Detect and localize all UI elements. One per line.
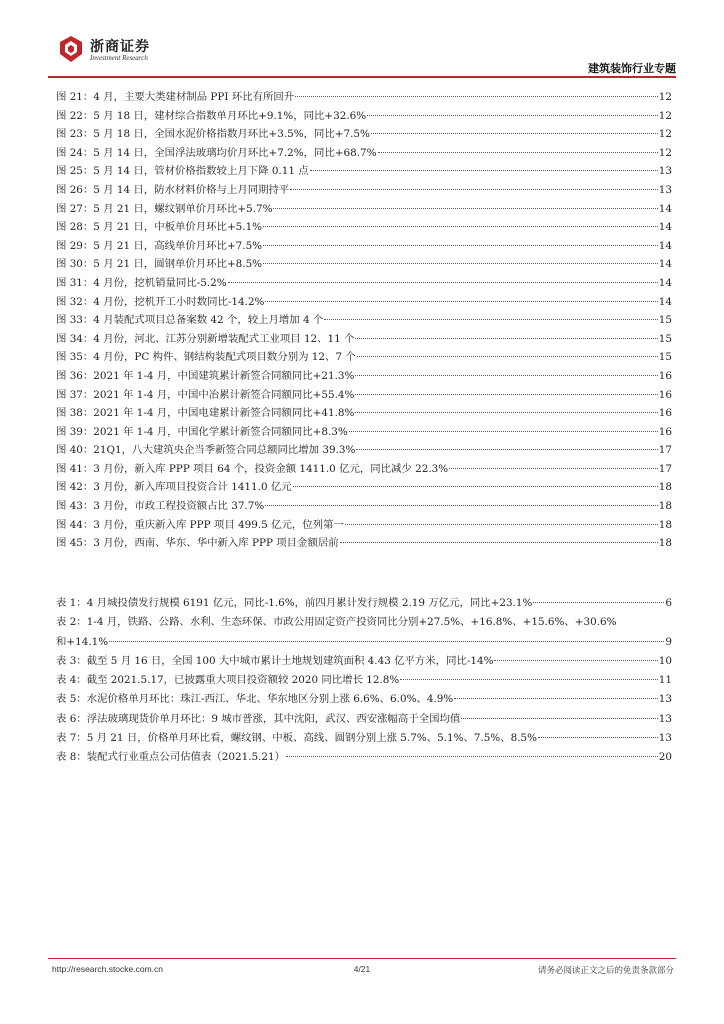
- table-index-page: 20: [658, 751, 672, 764]
- figure-index-item[interactable]: [56, 311, 672, 330]
- table-index-label: 表 2：1-4 月，铁路、公路、水利、生态环保、市政公用固定资产投资同比分别+27.5%、+16.8%、+15.6%、+30.6%: [56, 616, 617, 629]
- dot-leader: [340, 542, 658, 543]
- figure-index-page: 14: [658, 221, 672, 234]
- table-index-page: 9: [665, 635, 672, 648]
- dot-leader: [290, 189, 657, 190]
- figure-index-item[interactable]: [56, 497, 672, 516]
- figure-index-label: 图 42：3 月份，新入库项目投资合计 1411.0 亿元: [56, 481, 292, 494]
- dot-leader: [494, 660, 657, 661]
- figure-index-label: 图 21：4 月，主要大类建材制品 PPI 环比有所回升: [56, 91, 295, 103]
- table-index-list: [56, 594, 672, 768]
- figure-index-page: 13: [658, 183, 672, 196]
- figure-index-label: 图 31：4 月份，挖机销量同比-5.2%: [56, 276, 227, 289]
- dot-leader: [378, 152, 658, 153]
- figure-index-item[interactable]: [56, 348, 672, 367]
- figure-index-page: 16: [658, 369, 672, 382]
- brand-name-en: Investment Research: [90, 54, 148, 62]
- figure-index-item[interactable]: [56, 534, 672, 553]
- footer-divider: [48, 958, 676, 959]
- figure-index-item[interactable]: [56, 88, 672, 107]
- figure-index-page: 18: [658, 518, 672, 531]
- table-index-page: 10: [658, 654, 672, 667]
- figure-index-item[interactable]: [56, 274, 672, 293]
- figure-index-item[interactable]: [56, 162, 672, 181]
- dot-leader: [454, 698, 658, 699]
- figure-index-item[interactable]: [56, 218, 672, 237]
- brand-name-cn: 浙商证券: [90, 39, 150, 55]
- figure-index-item[interactable]: [56, 404, 672, 423]
- dot-leader: [355, 394, 657, 395]
- table-index-label-cont: 和+14.1%: [56, 635, 109, 648]
- table-index-page: 13: [658, 693, 672, 706]
- figure-index-page: 12: [658, 146, 672, 159]
- figure-index-page: 14: [658, 202, 672, 215]
- figure-index-item[interactable]: [56, 181, 672, 200]
- dot-leader: [449, 468, 658, 469]
- figure-index-page: 15: [658, 314, 672, 327]
- table-index-item[interactable]: [56, 613, 672, 652]
- figure-index-label: 图 23：5 月 18 日，全国水泥价格指数月环比+3.5%，同比+7.5%: [56, 128, 370, 141]
- dot-leader: [228, 282, 658, 283]
- dot-leader: [293, 486, 658, 487]
- dot-leader: [355, 338, 657, 339]
- figure-index-item[interactable]: [56, 144, 672, 163]
- table-index-item[interactable]: [56, 710, 672, 729]
- figure-index-label: 图 39：2021 年 1-4 月，中国化学累计新签合同额同比+8.3%: [56, 425, 348, 438]
- figure-index-label: 图 33：4 月装配式项目总备案数 42 个，较上月增加 4 个: [56, 314, 324, 327]
- page-header: [48, 32, 676, 78]
- figure-index-page: 14: [658, 258, 672, 271]
- table-index-label: 表 6：浮法玻璃现货价单月环比：9 城市普涨，其中沈阳，武汉、西安涨幅高于全国均值: [56, 712, 461, 725]
- figure-index-label: 图 34：4 月份，河北、江苏分别新增装配式工业项目 12、11 个: [56, 332, 355, 345]
- figure-index-item[interactable]: [56, 516, 672, 535]
- table-index-item[interactable]: [56, 652, 672, 671]
- dot-leader: [109, 641, 664, 642]
- table-index-page: 6: [665, 597, 672, 609]
- figure-index-page: 14: [658, 276, 672, 289]
- table-index-label: 表 4：截至 2021.5.17，已披露重大项目投资额较 2020 同比增长 12.8%: [56, 674, 400, 687]
- figure-index-label: 图 30：5 月 21 日，圆钢单价月环比+8.5%: [56, 258, 263, 271]
- figure-index-page: 18: [658, 537, 672, 550]
- figure-index-label: 图 37：2021 年 1-4 月，中国中冶累计新签合同额同比+55.4%: [56, 388, 355, 401]
- figure-index-item[interactable]: [56, 386, 672, 405]
- dot-leader: [533, 602, 664, 603]
- dot-leader: [538, 737, 658, 738]
- figure-index-label: 图 32：4 月份，挖机开工小时数同比-14.2%: [56, 295, 265, 308]
- figure-index-item[interactable]: [56, 255, 672, 274]
- dot-leader: [355, 412, 657, 413]
- figure-index-page: 16: [658, 407, 672, 420]
- dot-leader: [265, 301, 657, 302]
- figure-index-label: 图 36：2021 年 1-4 月，中国建筑累计新签合同额同比+21.3%: [56, 369, 355, 382]
- figure-index-page: 16: [658, 388, 672, 401]
- footer-disclaimer: 请务必阅读正文之后的免责条款部分: [537, 966, 674, 976]
- table-index-label: 表 8：装配式行业重点公司估值表（2021.5.21）: [56, 751, 286, 764]
- footer-url-link[interactable]: http://research.stocke.com.cn: [52, 964, 164, 974]
- figure-index-label: 图 45：3 月份，西南、华东、华中新入库 PPP 项目金额居前: [56, 537, 339, 550]
- dot-leader: [310, 170, 658, 171]
- figure-index-page: 13: [658, 165, 672, 178]
- figure-index-label: 图 27：5 月 21 日，螺纹钢单价月环比+5.7%: [56, 202, 273, 215]
- dot-leader: [263, 245, 658, 246]
- figure-index-label: 图 29：5 月 21 日，高线单价月环比+7.5%: [56, 239, 263, 252]
- figure-index-label: 图 35：4 月份，PC 构件、钢结构装配式项目数分别为 12、7 个: [56, 351, 356, 364]
- figure-index-item[interactable]: [56, 478, 672, 497]
- dot-leader: [263, 226, 658, 227]
- table-index-label: 表 1：4 月城投债发行规模 6191 亿元，同比-1.6%，前四月累计发行规模 2.19 万亿元，同比+23.1%: [56, 597, 533, 609]
- dot-leader: [461, 718, 657, 719]
- figure-index-item[interactable]: [56, 200, 672, 219]
- dot-leader: [265, 505, 658, 506]
- table-index-page: 13: [658, 732, 672, 745]
- figure-index-page: 12: [658, 91, 672, 103]
- table-index-item[interactable]: [56, 729, 672, 748]
- footer-page-number: 4/21: [353, 964, 371, 974]
- table-index-item[interactable]: [56, 690, 672, 709]
- figure-index-page: 14: [658, 295, 672, 308]
- dot-leader: [371, 133, 658, 134]
- dot-leader: [355, 375, 657, 376]
- figure-index-item[interactable]: [56, 125, 672, 144]
- figure-index-label: 图 26：5 月 14 日，防水材料价格与上月同期持平: [56, 183, 290, 196]
- figure-index-label: 图 44：3 月份，重庆新入库 PPP 项目 499.5 亿元，位列第一: [56, 518, 344, 531]
- figure-index-page: 17: [658, 444, 672, 457]
- figure-index-page: 15: [658, 351, 672, 364]
- dot-leader: [324, 319, 657, 320]
- dot-leader: [273, 208, 657, 209]
- figure-index-label: 图 40：21Q1，八大建筑央企当季新签合同总额同比增加 39.3%: [56, 444, 356, 457]
- figure-index-label: 图 24：5 月 14 日，全国浮法玻璃均价月环比+7.2%，同比+68.7%: [56, 146, 377, 159]
- figure-index-item[interactable]: [56, 367, 672, 386]
- figure-index-page: 14: [658, 239, 672, 252]
- report-title: 建筑装饰行业专题: [588, 62, 676, 75]
- table-index-label: 表 5：水泥价格单月环比：珠江-西江、华北、华东地区分别上涨 6.6%、6.0%、4.9%: [56, 693, 454, 706]
- figure-index-page: 15: [658, 332, 672, 345]
- dot-leader: [349, 431, 658, 432]
- figure-index-page: 16: [658, 425, 672, 438]
- header-divider: [48, 76, 676, 78]
- figure-index-label: 图 41：3 月份，新入库 PPP 项目 64 个，投资金额 1411.0 亿元，同比减少 22.3%: [56, 462, 449, 475]
- dot-leader: [295, 96, 658, 97]
- dot-leader: [356, 449, 657, 450]
- table-index-item[interactable]: [56, 594, 672, 613]
- figure-index-label: 图 25：5 月 14 日，管材价格指数较上月下降 0.11 点: [56, 165, 309, 178]
- table-index-item[interactable]: [56, 748, 672, 767]
- figure-index-page: 18: [658, 500, 672, 513]
- figure-index-label: 图 28：5 月 21 日，中板单价月环比+5.1%: [56, 221, 263, 234]
- figure-index-item[interactable]: [56, 423, 672, 442]
- dot-leader: [263, 263, 658, 264]
- figure-index-label: 图 43：3 月份，市政工程投资额占比 37.7%: [56, 500, 265, 513]
- figure-index-list: [56, 88, 672, 553]
- figure-index-label: 图 22：5 月 18 日，建材综合指数单月环比+9.1%，同比+32.6%: [56, 109, 367, 122]
- dot-leader: [357, 356, 658, 357]
- dot-leader: [345, 524, 658, 525]
- dot-leader: [367, 115, 658, 116]
- figure-index-item[interactable]: [56, 441, 672, 460]
- figure-index-page: 18: [658, 481, 672, 494]
- figure-index-item[interactable]: [56, 460, 672, 479]
- figure-index-page: 17: [658, 462, 672, 475]
- figure-index-label: 图 38：2021 年 1-4 月，中国电建累计新签合同额同比+41.8%: [56, 407, 355, 420]
- figure-index-item[interactable]: [56, 330, 672, 349]
- figure-index-item[interactable]: [56, 107, 672, 126]
- dot-leader: [400, 679, 657, 680]
- table-index-page: 13: [658, 712, 672, 725]
- brand-logo-icon: [56, 34, 86, 64]
- table-index-page: 11: [658, 674, 672, 687]
- table-index-label: 表 3：截至 5 月 16 日，全国 100 大中城市累计土地规划建筑面积 4.43 亿平方米，同比-14%: [56, 654, 494, 667]
- dot-leader: [286, 756, 658, 757]
- figure-index-item[interactable]: [56, 293, 672, 312]
- figure-index-page: 12: [658, 128, 672, 141]
- table-index-label: 表 7：5 月 21 日，价格单月环比看，螺纹钢、中板、高线、圆钢分别上涨 5.7%、5.1%、7.5%、8.5%: [56, 732, 538, 745]
- figure-index-page: 12: [658, 109, 672, 122]
- figure-index-item[interactable]: [56, 237, 672, 256]
- table-index-item[interactable]: [56, 671, 672, 690]
